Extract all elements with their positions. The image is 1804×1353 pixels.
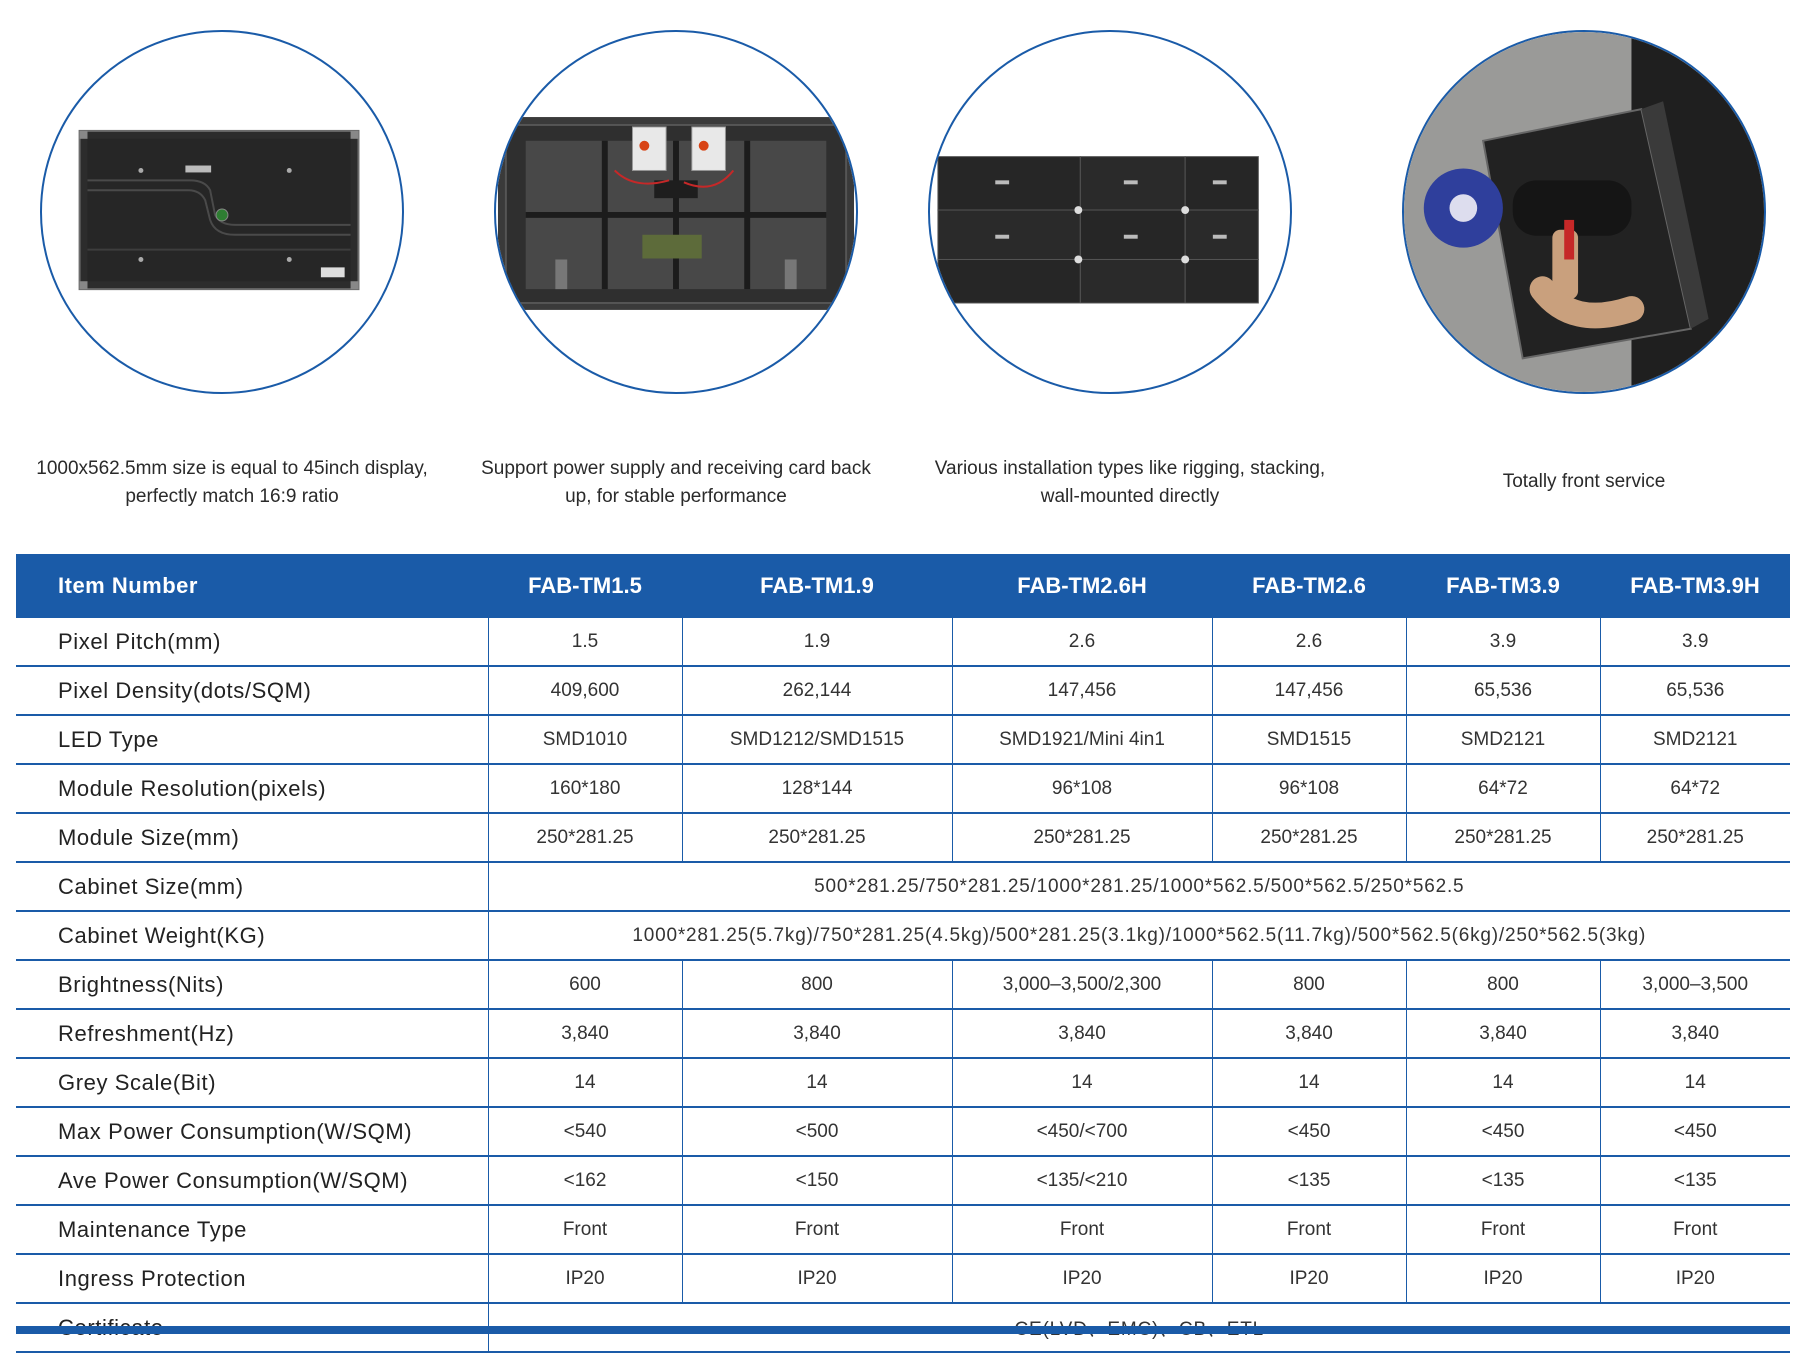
header-model: FAB-TM1.9 bbox=[682, 554, 952, 618]
row-label: Grey Scale(Bit) bbox=[16, 1058, 488, 1107]
row-value: 262,144 bbox=[682, 666, 952, 715]
row-value: 800 bbox=[682, 960, 952, 1009]
row-value: IP20 bbox=[1406, 1254, 1600, 1303]
row-value: 800 bbox=[1212, 960, 1406, 1009]
header-model: FAB-TM2.6 bbox=[1212, 554, 1406, 618]
row-label: Pixel Density(dots/SQM) bbox=[16, 666, 488, 715]
row-label: Max Power Consumption(W/SQM) bbox=[16, 1107, 488, 1156]
row-span-value: 500*281.25/750*281.25/1000*281.25/1000*562.5/500*562.5/250*562.5 bbox=[488, 862, 1790, 911]
row-value: SMD1010 bbox=[488, 715, 682, 764]
row-value: 250*281.25 bbox=[488, 813, 682, 862]
table-row bbox=[16, 666, 1790, 715]
row-label: Module Resolution(pixels) bbox=[16, 764, 488, 813]
header-model: FAB-TM2.6H bbox=[952, 554, 1212, 618]
row-value: 14 bbox=[1212, 1058, 1406, 1107]
row-value: Front bbox=[488, 1205, 682, 1254]
table-row bbox=[16, 1254, 1790, 1303]
row-value: 14 bbox=[1406, 1058, 1600, 1107]
row-value: IP20 bbox=[682, 1254, 952, 1303]
row-label: Cabinet Weight(KG) bbox=[16, 911, 488, 960]
row-value: 3,840 bbox=[952, 1009, 1212, 1058]
row-value: SMD1212/SMD1515 bbox=[682, 715, 952, 764]
row-label: Cabinet Size(mm) bbox=[16, 862, 488, 911]
row-value: 160*180 bbox=[488, 764, 682, 813]
row-value: 14 bbox=[1600, 1058, 1790, 1107]
feature-caption: Various installation types like rigging, stacking, wall-mounted directly bbox=[934, 458, 1326, 507]
row-label: Refreshment(Hz) bbox=[16, 1009, 488, 1058]
row-value: 3.9 bbox=[1600, 618, 1790, 666]
row-value: <450/<700 bbox=[952, 1107, 1212, 1156]
row-value: 3,840 bbox=[1406, 1009, 1600, 1058]
row-value: <135/<210 bbox=[952, 1156, 1212, 1205]
row-value: <500 bbox=[682, 1107, 952, 1156]
row-value: <450 bbox=[1600, 1107, 1790, 1156]
row-value: 147,456 bbox=[1212, 666, 1406, 715]
row-value: 65,536 bbox=[1600, 666, 1790, 715]
front-service-image bbox=[1402, 30, 1766, 394]
bottom-border-bar bbox=[16, 1326, 1790, 1334]
row-value: 65,536 bbox=[1406, 666, 1600, 715]
cabinet-back-image bbox=[40, 30, 404, 394]
row-label: Pixel Pitch(mm) bbox=[16, 618, 488, 666]
row-value: <450 bbox=[1406, 1107, 1600, 1156]
row-value: <150 bbox=[682, 1156, 952, 1205]
row-value: 3,840 bbox=[1600, 1009, 1790, 1058]
row-label: Module Size(mm) bbox=[16, 813, 488, 862]
row-value: <135 bbox=[1406, 1156, 1600, 1205]
row-value: 64*72 bbox=[1406, 764, 1600, 813]
row-label: Brightness(Nits) bbox=[16, 960, 488, 1009]
header-model: FAB-TM1.5 bbox=[488, 554, 682, 618]
row-value: 147,456 bbox=[952, 666, 1212, 715]
row-value: 800 bbox=[1406, 960, 1600, 1009]
table-row bbox=[16, 715, 1790, 764]
row-value: SMD1515 bbox=[1212, 715, 1406, 764]
feature-caption: Support power supply and receiving card back up, for stable performance bbox=[481, 458, 871, 507]
row-value: <162 bbox=[488, 1156, 682, 1205]
row-value: 14 bbox=[682, 1058, 952, 1107]
row-value: Front bbox=[1406, 1205, 1600, 1254]
row-value: 250*281.25 bbox=[952, 813, 1212, 862]
header-model: FAB-TM3.9H bbox=[1600, 554, 1790, 618]
row-value: IP20 bbox=[1212, 1254, 1406, 1303]
row-value: 3,840 bbox=[682, 1009, 952, 1058]
row-value: SMD2121 bbox=[1406, 715, 1600, 764]
table-row bbox=[16, 1058, 1790, 1107]
stacked-cabinets-image bbox=[928, 30, 1292, 394]
row-value: Front bbox=[682, 1205, 952, 1254]
row-value: 2.6 bbox=[1212, 618, 1406, 666]
row-label: Maintenance Type bbox=[16, 1205, 488, 1254]
row-value: IP20 bbox=[488, 1254, 682, 1303]
table-row bbox=[16, 1205, 1790, 1254]
row-value: 250*281.25 bbox=[1406, 813, 1600, 862]
table-row bbox=[16, 960, 1790, 1009]
row-value: Front bbox=[1212, 1205, 1406, 1254]
row-value: 64*72 bbox=[1600, 764, 1790, 813]
row-value: 1.9 bbox=[682, 618, 952, 666]
header-item-number: Item Number bbox=[16, 554, 488, 618]
feature-caption: 1000x562.5mm size is equal to 45inch display, perfectly match 16:9 ratio bbox=[36, 458, 428, 507]
table-row bbox=[16, 1107, 1790, 1156]
row-value: IP20 bbox=[1600, 1254, 1790, 1303]
row-value: IP20 bbox=[952, 1254, 1212, 1303]
table-row bbox=[16, 1156, 1790, 1205]
row-value: SMD2121 bbox=[1600, 715, 1790, 764]
table-row bbox=[16, 764, 1790, 813]
header-model: FAB-TM3.9 bbox=[1406, 554, 1600, 618]
cabinet-internal-image bbox=[494, 30, 858, 394]
row-value: 14 bbox=[488, 1058, 682, 1107]
row-value: 3,840 bbox=[488, 1009, 682, 1058]
table-header-row bbox=[16, 554, 1790, 618]
row-value: 2.6 bbox=[952, 618, 1212, 666]
row-value: <135 bbox=[1212, 1156, 1406, 1205]
row-value: <450 bbox=[1212, 1107, 1406, 1156]
table-row bbox=[16, 862, 1790, 911]
row-value: 3,840 bbox=[1212, 1009, 1406, 1058]
table-row bbox=[16, 911, 1790, 960]
row-label: LED Type bbox=[16, 715, 488, 764]
spec-table bbox=[16, 554, 1790, 1353]
row-value: 1.5 bbox=[488, 618, 682, 666]
row-value: SMD1921/Mini 4in1 bbox=[952, 715, 1212, 764]
row-value: 600 bbox=[488, 960, 682, 1009]
row-value: 128*144 bbox=[682, 764, 952, 813]
table-row bbox=[16, 618, 1790, 666]
row-value: Front bbox=[952, 1205, 1212, 1254]
feature-caption: Totally front service bbox=[1502, 471, 1666, 492]
row-value: 250*281.25 bbox=[1212, 813, 1406, 862]
table-row bbox=[16, 813, 1790, 862]
row-value: 409,600 bbox=[488, 666, 682, 715]
row-value: 96*108 bbox=[1212, 764, 1406, 813]
row-value: <135 bbox=[1600, 1156, 1790, 1205]
row-span-value: 1000*281.25(5.7kg)/750*281.25(4.5kg)/500*281.25(3.1kg)/1000*562.5(11.7kg)/500*562.5(6kg)/250*562.5(3kg) bbox=[488, 911, 1790, 960]
row-value: 3,000–3,500 bbox=[1600, 960, 1790, 1009]
row-value: 96*108 bbox=[952, 764, 1212, 813]
row-value: 250*281.25 bbox=[682, 813, 952, 862]
row-value: 3,000–3,500/2,300 bbox=[952, 960, 1212, 1009]
row-value: 3.9 bbox=[1406, 618, 1600, 666]
row-label: Ingress Protection bbox=[16, 1254, 488, 1303]
table-row bbox=[16, 1009, 1790, 1058]
row-value: Front bbox=[1600, 1205, 1790, 1254]
row-value: 250*281.25 bbox=[1600, 813, 1790, 862]
row-value: 14 bbox=[952, 1058, 1212, 1107]
row-label: Ave Power Consumption(W/SQM) bbox=[16, 1156, 488, 1205]
row-value: <540 bbox=[488, 1107, 682, 1156]
